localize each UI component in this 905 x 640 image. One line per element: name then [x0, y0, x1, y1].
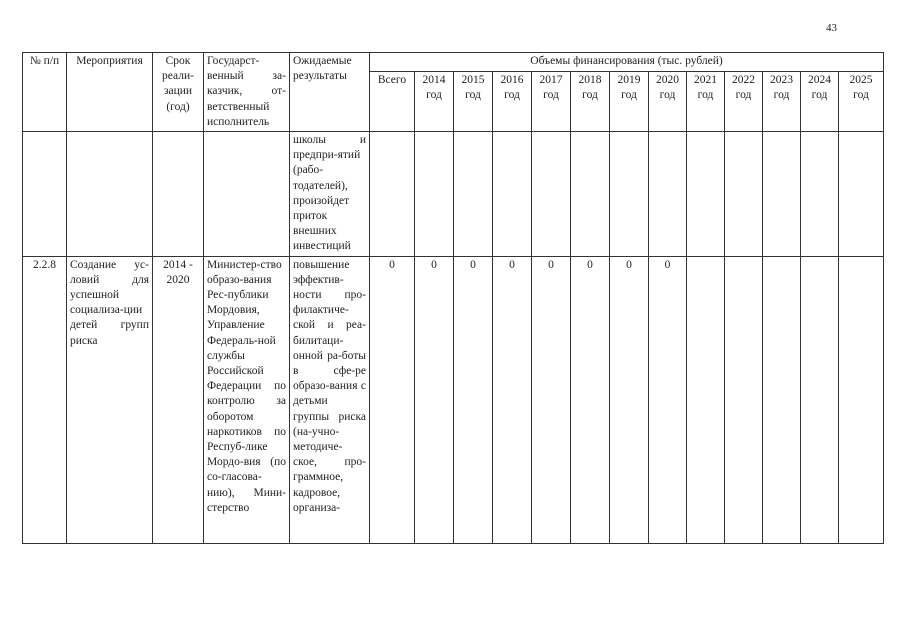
cell-year-value: 0	[610, 256, 649, 543]
cell-year-value	[839, 132, 884, 257]
year-label: 2014	[422, 73, 446, 86]
year-unit: год	[621, 88, 637, 101]
header-funding-group: Объемы финансирования (тыс. рублей)	[370, 53, 884, 72]
header-year	[763, 71, 801, 131]
year-label: 2020	[656, 73, 679, 86]
year-unit: год	[811, 88, 828, 101]
cell-year-value	[725, 132, 763, 257]
year-unit: год	[582, 88, 598, 101]
cell-total: 0	[370, 256, 415, 543]
cell-year-value	[687, 132, 725, 257]
cell-customer	[204, 132, 290, 257]
cell-year-value: 0	[532, 256, 571, 543]
cell-results: школы и предпри-ятий (рабо-тодателей), произойдет приток внешних инвестиций	[290, 132, 370, 257]
cell-event	[67, 132, 153, 257]
header-year	[532, 71, 571, 131]
cell-term: 2014 - 2020	[153, 256, 204, 543]
year-unit: год	[697, 88, 714, 101]
year-label: 2019	[617, 73, 641, 86]
cell-year-value: 0	[649, 256, 687, 543]
header-event: Мероприятия	[67, 53, 153, 132]
cell-year-value	[763, 256, 801, 543]
table-row	[23, 256, 884, 543]
cell-year-value	[763, 132, 801, 257]
year-unit: год	[543, 88, 559, 101]
year-label: 2016	[500, 73, 524, 86]
year-label: 2025	[849, 73, 873, 86]
cell-event: Создание ус-ловий для успешной социализа-ции детей групп риска	[67, 256, 153, 543]
header-no: № п/п	[23, 53, 67, 132]
year-unit: год	[504, 88, 520, 101]
header-row-top	[23, 53, 884, 72]
cell-year-value	[415, 132, 454, 257]
cell-year-value	[532, 132, 571, 257]
cell-no: 2.2.8	[23, 256, 67, 543]
header-year	[493, 71, 532, 131]
year-label: 2018	[578, 73, 602, 86]
year-unit: год	[773, 88, 790, 101]
cell-year-value	[725, 256, 763, 543]
cell-year-value	[610, 132, 649, 257]
cell-year-value: 0	[454, 256, 493, 543]
cell-year-value	[454, 132, 493, 257]
year-label: 2015	[461, 73, 485, 86]
header-year	[610, 71, 649, 131]
cell-year-value: 0	[493, 256, 532, 543]
year-unit: год	[426, 88, 442, 101]
page-number: 43	[826, 22, 837, 34]
header-year	[839, 71, 884, 131]
cell-results: повышение эффектив-ности про-филактиче-ской и реа-билитаци-онной ра-боты в сфе-ре образо-вания с детьми группы риска (на-учно-методиче-ское, про-граммное, кадровое, организа-	[290, 256, 370, 543]
cell-year-value: 0	[571, 256, 610, 543]
financing-table	[22, 52, 884, 544]
header-year	[571, 71, 610, 131]
year-label: 2017	[539, 73, 563, 86]
year-unit: год	[735, 88, 752, 101]
cell-customer: Министер-ство образо-вания Рес-публики Мордовия, Управление Федераль-ной службы Российской Федерации по контролю за оборотом наркотиков по Респуб-лике Мордо-вия (по со-гласова-нию), Мини-стерство	[204, 256, 290, 543]
year-label: 2021	[694, 73, 717, 86]
header-total: Всего	[370, 71, 415, 131]
year-unit: год	[659, 88, 676, 101]
cell-year-value: 0	[415, 256, 454, 543]
header-customer: Государст-венный за-казчик, от-ветственный исполнитель	[204, 53, 290, 132]
cell-no	[23, 132, 67, 257]
table-row	[23, 132, 884, 257]
header-results: Ожидаемые результаты	[290, 53, 370, 132]
year-unit: год	[465, 88, 481, 101]
header-year	[649, 71, 687, 131]
header-year	[801, 71, 839, 131]
cell-year-value	[571, 132, 610, 257]
header-year	[454, 71, 493, 131]
year-unit: год	[853, 88, 869, 101]
year-label: 2023	[770, 73, 793, 86]
cell-year-value	[801, 256, 839, 543]
header-year	[725, 71, 763, 131]
cell-year-value	[839, 256, 884, 543]
cell-year-value	[649, 132, 687, 257]
header-year	[687, 71, 725, 131]
header-year	[415, 71, 454, 131]
cell-year-value	[801, 132, 839, 257]
year-label: 2024	[808, 73, 831, 86]
cell-total	[370, 132, 415, 257]
header-term: Срок реали-зации (год)	[153, 53, 204, 132]
cell-year-value	[493, 132, 532, 257]
year-label: 2022	[732, 73, 755, 86]
cell-term	[153, 132, 204, 257]
cell-year-value	[687, 256, 725, 543]
